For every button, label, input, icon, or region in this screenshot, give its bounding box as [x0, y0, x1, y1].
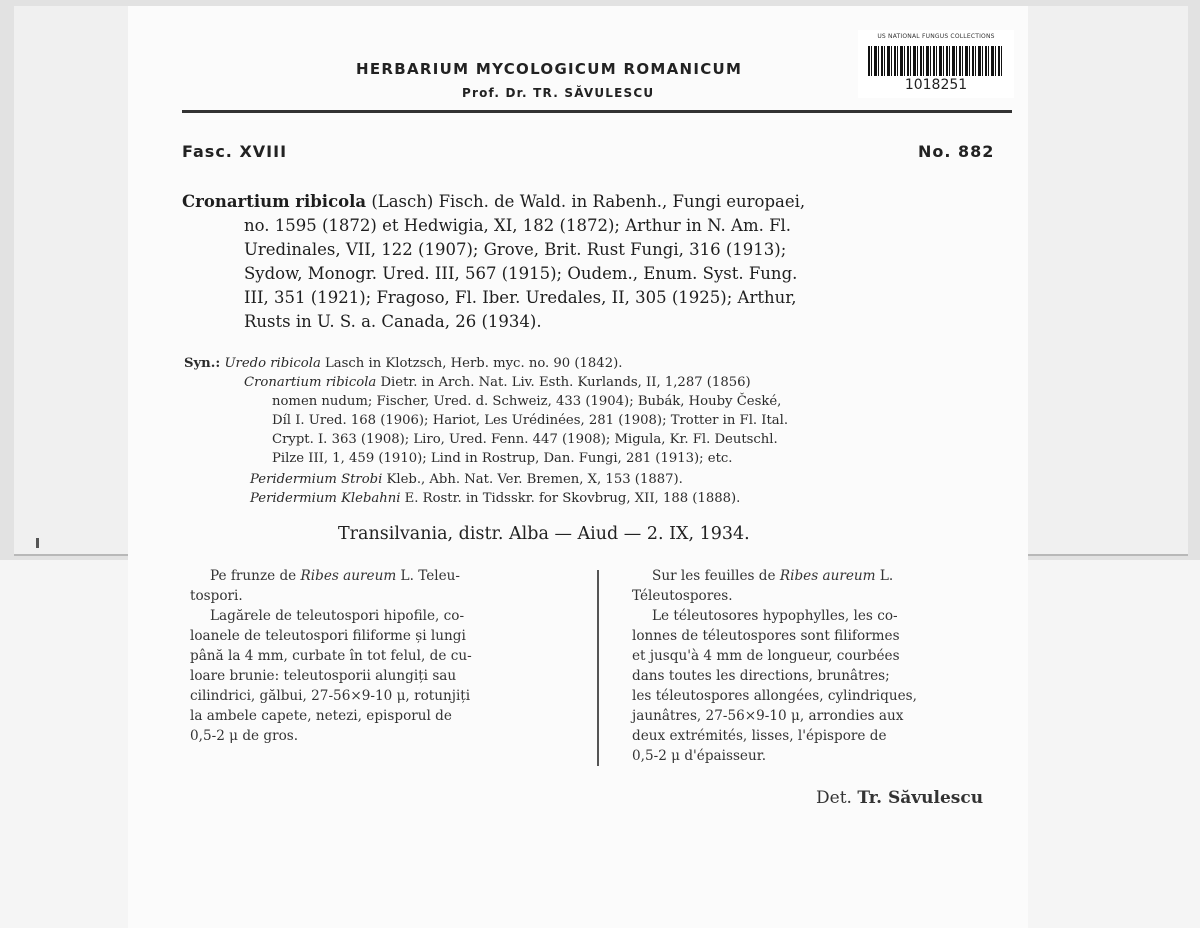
specimen-number: No. 882: [918, 142, 995, 161]
citation-line: Uredinales, VII, 122 (1907); Grove, Brit. Rust Fungi, 316 (1913);: [244, 240, 787, 259]
citation-line: Rusts in U. S. a. Canada, 26 (1934).: [244, 312, 542, 331]
determiner-name: Tr. Săvulescu: [857, 788, 984, 808]
synonym-line: Syn.: Uredo ribicola Lasch in Klotzsch, Herb. myc. no. 90 (1842).: [184, 356, 623, 371]
french-line: Le téleutosores hypophylles, les co-: [652, 608, 898, 624]
header-rule: [182, 110, 1012, 113]
barcode-institution: US NATIONAL FUNGUS COLLECTIONS: [877, 33, 995, 40]
synonym-line: Crypt. I. 363 (1908); Liro, Ured. Fenn. 447 (1908); Migula, Kr. Fl. Deutschl.: [272, 432, 778, 447]
romanian-line: până la 4 mm, curbate în tot felul, de cu-: [190, 648, 472, 664]
romanian-line: 0,5-2 μ de gros.: [190, 728, 299, 744]
synonym-line: nomen nudum; Fischer, Ured. d. Schweiz, 433 (1904); Bubák, Houby České,: [272, 394, 782, 409]
romanian-line: tospori.: [190, 588, 243, 604]
synonym-line: Cronartium ribicola Dietr. in Arch. Nat. Liv. Esth. Kurlands, II, 1,287 (1856): [244, 375, 751, 390]
species-name: Cronartium ribicola: [182, 192, 367, 211]
fascicle-number: Fasc. XVIII: [182, 142, 288, 161]
romanian-line: Lagărele de teleutospori hipofile, co-: [210, 608, 465, 624]
synonym-label: Syn.:: [184, 356, 221, 371]
synonym-line: Pilze III, 1, 459 (1910); Lind in Rostrup, Dan. Fungi, 281 (1913); etc.: [272, 451, 733, 466]
barcode-label: [858, 30, 1014, 98]
french-line: dans toutes les directions, brunâtres;: [632, 668, 890, 684]
determiner: Det. Tr. Săvulescu: [816, 788, 984, 808]
collection-locality: Transilvania, distr. Alba — Aiud — 2. IX, 1934.: [338, 524, 750, 544]
synonym-line: Díl I. Ured. 168 (1906); Hariot, Les Urédinées, 281 (1908); Trotter in Fl. Ital.: [272, 413, 789, 428]
french-line: Sur les feuilles de Ribes aureum L.: [652, 568, 894, 584]
envelope-mark: [36, 538, 39, 548]
barcode-bars: [868, 46, 1004, 76]
citation-line: Cronartium ribicola (Lasch) Fisch. de Wald. in Rabenh., Fungi europaei,: [182, 192, 806, 211]
barcode-number: 1018251: [904, 77, 968, 93]
column-divider: [597, 570, 599, 766]
romanian-line: loare brunie: teleutosporii alungiți sau: [190, 668, 457, 684]
french-line: 0,5-2 μ d'épaisseur.: [632, 748, 767, 764]
synonym-line: Peridermium Klebahni E. Rostr. in Tidsskr. for Skovbrug, XII, 188 (1888).: [250, 491, 741, 506]
romanian-line: loanele de teleutospori filiforme și lungi: [190, 628, 466, 644]
french-line: Téleutospores.: [632, 588, 733, 604]
romanian-line: la ambele capete, netezi, episporul de: [190, 708, 452, 724]
citation-line: no. 1595 (1872) et Hedwigia, XI, 182 (1872); Arthur in N. Am. Fl.: [244, 216, 792, 235]
french-line: les téleutospores allongées, cylindriques,: [632, 688, 917, 704]
romanian-line: cilindrici, gălbui, 27-56×9-10 μ, rotunjiți: [190, 688, 471, 704]
synonym-line: Peridermium Strobi Kleb., Abh. Nat. Ver. Bremen, X, 153 (1887).: [250, 472, 683, 487]
citation-line: Sydow, Monogr. Ured. III, 567 (1915); Oudem., Enum. Syst. Fung.: [244, 264, 798, 283]
french-line: jaunâtres, 27-56×9-10 μ, arrondies aux: [632, 708, 904, 724]
french-line: lonnes de téleutospores sont filiformes: [632, 628, 900, 644]
french-line: deux extrémités, lisses, l'épispore de: [632, 728, 887, 744]
citation-line: III, 351 (1921); Fragoso, Fl. Iber. Uredales, II, 305 (1925); Arthur,: [244, 288, 797, 307]
romanian-line: Pe frunze de Ribes aureum L. Teleu-: [210, 568, 461, 584]
french-line: et jusqu'à 4 mm de longueur, courbées: [632, 648, 900, 664]
herbarium-subtitle: Prof. Dr. TR. SĂVULESCU: [462, 86, 655, 100]
herbarium-title: HERBARIUM MYCOLOGICUM ROMANICUM: [356, 60, 743, 78]
